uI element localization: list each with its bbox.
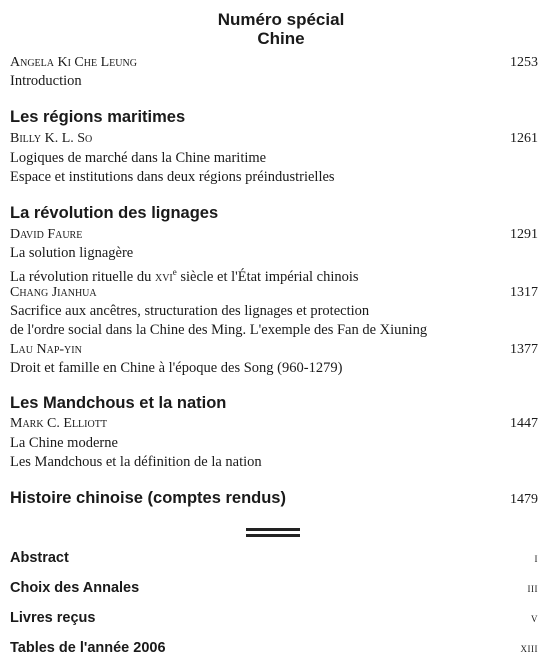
author-row bbox=[10, 284, 538, 302]
author-name: Lau Nap-yin bbox=[10, 342, 82, 357]
page-number: i bbox=[534, 550, 538, 565]
title-line-1: Numéro spécial bbox=[217, 10, 345, 29]
section-title: Histoire chinoise (comptes rendus) bbox=[10, 489, 286, 507]
line-prefix: La révolution rituelle du bbox=[10, 268, 155, 285]
back-matter-item bbox=[10, 640, 538, 656]
article-title: La Chine moderne bbox=[10, 435, 118, 451]
author-name: Mark C. Elliott bbox=[10, 416, 107, 431]
article-subtitle: Les Mandchous et la définition de la nation bbox=[10, 454, 262, 470]
rule-top bbox=[246, 528, 300, 531]
section-heading bbox=[10, 203, 538, 223]
back-matter-item bbox=[10, 610, 538, 626]
author-name: David Faure bbox=[10, 227, 83, 242]
page-number: 1253 bbox=[510, 55, 538, 70]
item-label: Abstract bbox=[10, 550, 69, 566]
author-name: Angela Ki Che Leung bbox=[10, 55, 137, 70]
reviews-heading bbox=[10, 488, 538, 510]
page-number: 1479 bbox=[510, 492, 538, 507]
century-roman: xvi bbox=[154, 268, 173, 285]
line-suffix: siècle et l'État impérial chinois bbox=[176, 268, 359, 285]
page-number: 1447 bbox=[510, 416, 538, 431]
page-number: 1377 bbox=[510, 342, 538, 357]
article-title: La solution lignagère bbox=[10, 245, 134, 261]
author-name: Billy K. L. So bbox=[10, 131, 93, 146]
article-title: Droit et famille en Chine à l'époque des Song (960-1279) bbox=[10, 360, 343, 376]
item-label: Livres reçus bbox=[10, 610, 96, 626]
section-title: Les Mandchous et la nation bbox=[10, 394, 227, 412]
page-number: 1291 bbox=[510, 227, 538, 242]
title-line-2: Chine bbox=[257, 29, 305, 48]
section-heading bbox=[10, 393, 538, 413]
section-heading bbox=[10, 107, 538, 127]
century-sup: e bbox=[172, 267, 177, 277]
page-number: iii bbox=[527, 580, 538, 595]
back-matter-item bbox=[10, 580, 538, 596]
author-row bbox=[10, 226, 538, 244]
author-row bbox=[10, 341, 538, 359]
page-number: v bbox=[531, 610, 538, 625]
article-title-cont: de l'ordre social dans la Chine des Ming. L'exemple des Fan de Xiuning bbox=[10, 322, 428, 338]
article-subtitle: Espace et institutions dans deux régions préindustrielles bbox=[10, 169, 335, 185]
author-name: Chang Jianhua bbox=[10, 285, 97, 300]
page-number: 1317 bbox=[510, 285, 538, 300]
author-row bbox=[10, 130, 538, 148]
back-matter-item bbox=[10, 550, 538, 566]
section-title: Les régions maritimes bbox=[10, 108, 186, 126]
page-title bbox=[0, 10, 550, 48]
author-row bbox=[10, 415, 538, 433]
item-label: Choix des Annales bbox=[10, 580, 140, 596]
article-title: Sacrifice aux ancêtres, structuration des lignages et protection bbox=[10, 303, 370, 319]
section-title: La révolution des lignages bbox=[10, 204, 219, 222]
intro-author-row bbox=[10, 54, 538, 72]
page-number: xiii bbox=[520, 640, 538, 655]
page-number: 1261 bbox=[510, 131, 538, 146]
article-title: Introduction bbox=[10, 73, 82, 89]
item-label: Tables de l'année 2006 bbox=[10, 640, 166, 656]
article-title: Logiques de marché dans la Chine maritime bbox=[10, 150, 267, 166]
rule-bottom bbox=[246, 534, 300, 537]
